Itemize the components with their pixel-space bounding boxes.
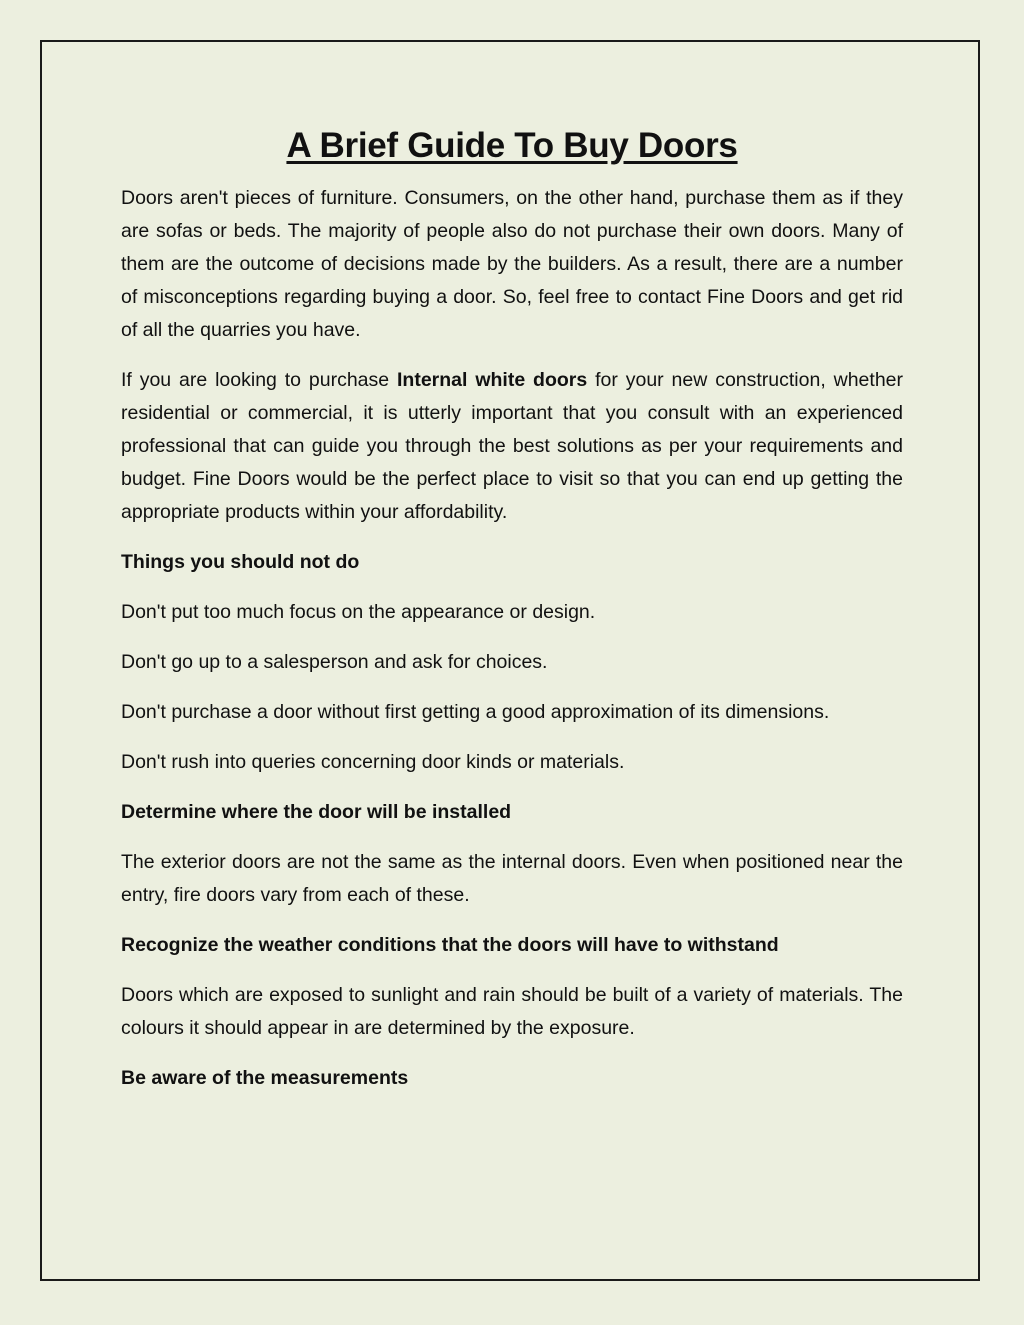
not-do-item-2: Don't go up to a salesperson and ask for choices.: [121, 651, 548, 673]
heading-measurements: Be aware of the measurements: [121, 1067, 409, 1089]
intro-paragraph: Doors aren't pieces of furniture. Consumers, on the other hand, purchase them as if they are sofas or beds. The majority of people also do not purchase their own doors. Many of them are the outcome of decisions made by the builders. As a result, there are a number of misconceptions regarding buying a door. So, feel free to contact Fine Doors and get rid of all the quarries you have.: [121, 187, 903, 341]
installation-paragraph: The exterior doors are not the same as the internal doors. Even when positioned near the entry, fire doors vary from each of these.: [121, 851, 903, 906]
internal-white-doors-keyword: Internal white doors: [397, 369, 588, 391]
purchase-text-start: If you are looking to purchase: [121, 369, 398, 391]
heading-things-not-to-do: Things you should not do: [121, 551, 360, 573]
purchase-paragraph: [121, 364, 903, 529]
heading-weather-conditions: Recognize the weather conditions that the doors will have to withstand: [121, 934, 779, 956]
heading-door-installation: Determine where the door will be installed: [121, 801, 512, 823]
purchase-text-end: for your new construction, whether residential or commercial, it is utterly important that you consult with an experienced professional that can guide you through the best solutions as per your requirements and budget. Fine Doors would be the perfect place to visit so that you can end up getting the appropriate products within your affordability.: [121, 369, 903, 523]
not-do-item-1: Don't put too much focus on the appearance or design.: [121, 601, 596, 623]
weather-paragraph: Doors which are exposed to sunlight and rain should be built of a variety of materials. The colours it should appear in are determined by the exposure.: [121, 984, 903, 1039]
document-body: [121, 124, 903, 1112]
not-do-item-3: Don't purchase a door without first getting a good approximation of its dimensions.: [121, 701, 830, 723]
not-do-item-4: Don't rush into queries concerning door kinds or materials.: [121, 751, 625, 773]
document-title: A Brief Guide To Buy Doors: [286, 126, 738, 165]
